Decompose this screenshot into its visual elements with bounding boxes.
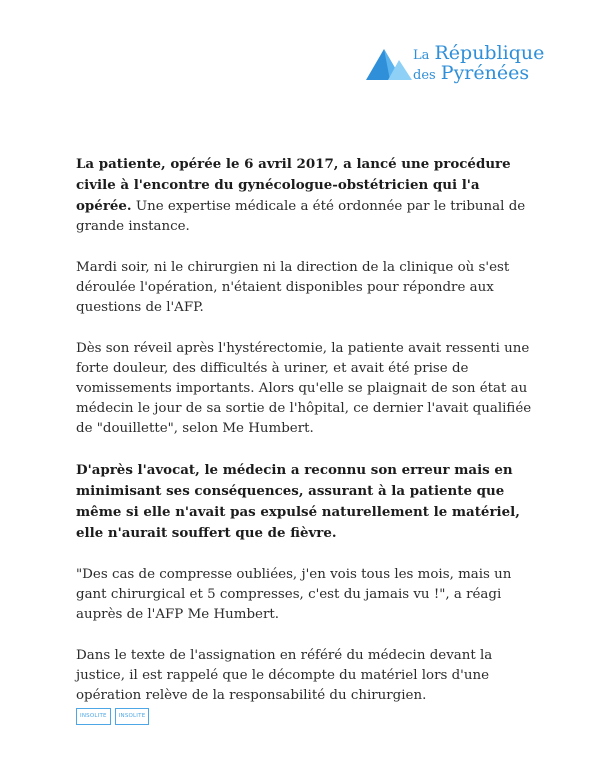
paragraph-4 (76, 460, 536, 544)
logo-word-pyrenees: Pyrénées (440, 62, 530, 84)
article-body (76, 154, 536, 727)
paragraph-6: Dans le texte de l'assignation en référé du médecin devant la justice, il est rappelé que le décompte du matériel lors d'une opération relève de la responsabilité du chirurgien. (76, 648, 493, 703)
tag-list (76, 708, 149, 725)
paragraph-4-bold: D'après l'avocat, le médecin a reconnu son erreur mais en minimisant ses conséquences, assurant à la patiente que même si elle n'avait pas expulsé naturellement le matériel, elle n'aurait souffert que de fièvre. (76, 462, 520, 541)
paragraph-3: Dès son réveil après l'hystérectomie, la patiente avait ressenti une forte douleur, des difficultés à uriner, et avait été prise de vomissements importants. Alors qu'elle se plaignait de son état au médecin le jour de sa sortie de l'hôpital, ce dernier l'avait qualifiée de "douillette", selon Me Humbert. (76, 341, 532, 436)
paragraph-5: "Des cas de compresse oubliées, j'en vois tous les mois, mais un gant chirurgical et 5 compresses, c'est du jamais vu !", a réagi auprès de l'AFP Me Humbert. (76, 567, 512, 622)
site-logo[interactable] (413, 44, 544, 84)
mountain-icon[interactable] (366, 46, 414, 80)
logo-word-la: La (413, 48, 430, 63)
logo-word-republique: République (434, 42, 545, 64)
paragraph-2: Mardi soir, ni le chirurgien ni la direction de la clinique où s'est déroulée l'opération, n'étaient disponibles pour répondre aux questions de l'AFP. (76, 260, 510, 315)
site-header (366, 44, 566, 84)
tag-insolite-1[interactable]: INSOLITE (76, 708, 111, 725)
logo-word-des: des (413, 68, 436, 83)
tag-insolite-2[interactable]: INSOLITE (115, 708, 150, 725)
paragraph-1-rest: Une expertise médicale a été ordonnée par le tribunal de grande instance. (76, 199, 526, 234)
paragraph-1-lead: La patiente, opérée le 6 avril 2017, a lancé une procédure civile à l'encontre du gynécologue-obstétricien qui l'a opérée. (76, 156, 511, 214)
paragraph-1 (76, 154, 536, 237)
